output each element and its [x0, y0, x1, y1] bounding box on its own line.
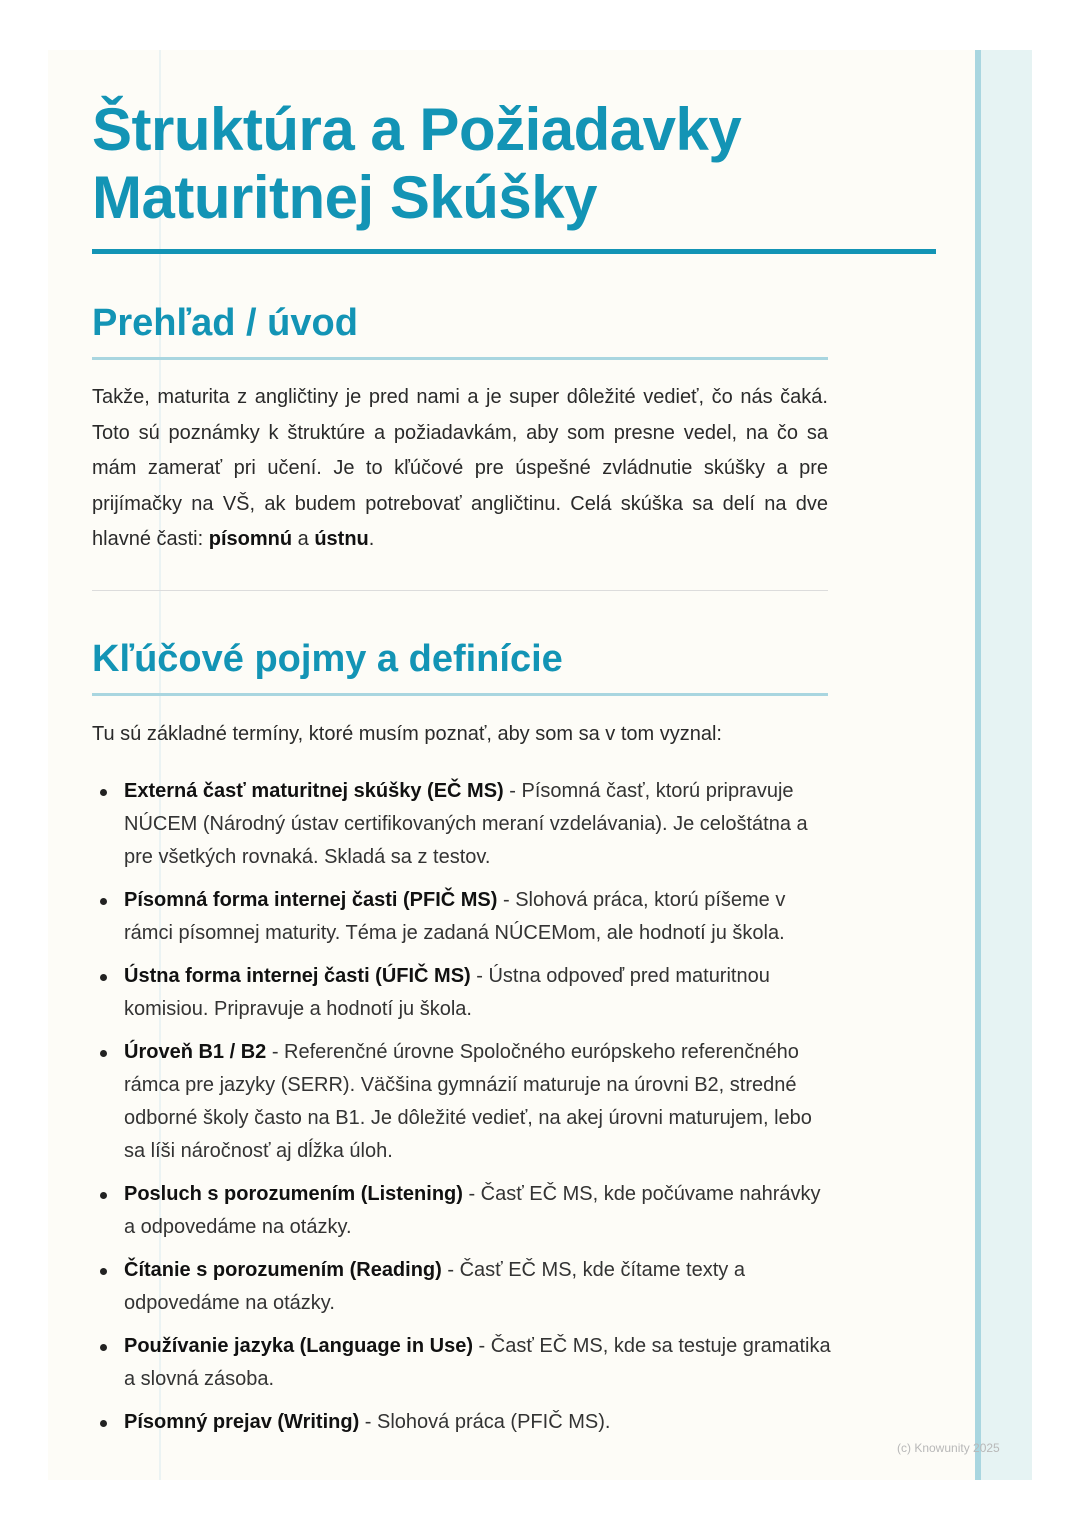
- key-terms-intro: Tu sú základné termíny, ktoré musím poznať, aby som sa v tom vyznal:: [92, 723, 722, 745]
- overview-text: Takže, maturita z angličtiny je pred nami a je super dôležité vedieť, čo nás čaká. Toto sú poznámky k štruktúre a požiadavkám, aby som presne vedel, na čo sa mám zamerať pri učení. Je to kľúčové pre úspešné zvládnutie skúšky a pre prijímačky na VŠ, ak budem potrebovať angličtinu. Celá skúška sa delí na dve hlavné časti:: [92, 386, 828, 550]
- definition-term: Písomný prejav (Writing): [124, 1411, 360, 1433]
- list-item: [92, 1254, 832, 1320]
- definition-term: Čítanie s porozumením (Reading): [124, 1259, 442, 1281]
- list-item: [92, 775, 832, 874]
- overview-text-and: a: [292, 528, 315, 550]
- bullet-icon: [100, 1050, 107, 1057]
- overview-paragraph: [92, 380, 828, 558]
- definition-term: Posluch s porozumením (Listening): [124, 1183, 463, 1205]
- definition-term: Ústna forma internej časti (ÚFIČ MS): [124, 965, 471, 987]
- overview-bold-oral: ústnu: [314, 528, 369, 550]
- definition-term: Úroveň B1 / B2: [124, 1041, 267, 1063]
- definition-text: - Časť EČ MS, kde sa testuje gramatika a slovná zásoba.: [124, 1335, 831, 1390]
- watermark: (c) Knowunity 2025: [897, 1441, 1000, 1455]
- title-line-2: Maturitnej Skúšky: [92, 164, 597, 231]
- bullet-icon: [100, 1268, 107, 1275]
- title-underline: [92, 249, 936, 254]
- overview-heading-underline: [92, 357, 828, 360]
- definition-text: - Ústna odpoveď pred maturitnou komisiou. Pripravuje a hodnotí ju škola.: [124, 965, 770, 1020]
- bullet-icon: [100, 1420, 107, 1427]
- overview-heading: Prehľad / úvod: [92, 302, 358, 344]
- list-item: [92, 884, 832, 950]
- side-strip-line: [975, 50, 981, 1480]
- definitions-list: [92, 775, 832, 1449]
- page-title: [92, 96, 936, 232]
- definition-text: - Písomná časť, ktorú pripravuje NÚCEM (Národný ústav certifikovaných meraní vzdelávania). Je celoštátna a pre všetkých rovnaká. Skladá sa z testov.: [124, 780, 808, 868]
- overview-text-end: .: [368, 528, 375, 550]
- key-terms-heading: Kľúčové pojmy a definície: [92, 638, 563, 680]
- bullet-icon: [100, 974, 107, 981]
- definition-text: - Slohová práca, ktorú píšeme v rámci písomnej maturity. Téma je zadaná NÚCEMom, ale hodnotí ju škola.: [124, 889, 786, 944]
- title-line-1: Štruktúra a Požiadavky: [92, 96, 742, 163]
- list-item: [92, 960, 832, 1026]
- definition-text: - Referenčné úrovne Spoločného európskeho referenčného rámca pre jazyky (SERR). Väčšina gymnázií maturuje na úrovni B2, stredné odborné školy často na B1. Je dôležité vedieť, na akej úrovni maturujem, lebo sa líši náročnosť aj dĺžka úloh.: [124, 1041, 812, 1162]
- definition-term: Písomná forma internej časti (PFIČ MS): [124, 889, 498, 911]
- list-item: [92, 1406, 832, 1439]
- bullet-icon: [100, 1192, 107, 1199]
- list-item: [92, 1036, 832, 1168]
- definition-text: - Slohová práca (PFIČ MS).: [359, 1411, 611, 1433]
- definition-text: - Časť EČ MS, kde čítame texty a odpovedáme na otázky.: [124, 1259, 745, 1314]
- list-item: [92, 1330, 832, 1396]
- document-page: [48, 50, 1032, 1480]
- list-item: [92, 1178, 832, 1244]
- bullet-icon: [100, 898, 107, 905]
- bullet-icon: [100, 1344, 107, 1351]
- key-terms-heading-underline: [92, 693, 828, 696]
- section-divider: [92, 590, 828, 591]
- definition-text: - Časť EČ MS, kde počúvame nahrávky a odpovedáme na otázky.: [124, 1183, 821, 1238]
- bullet-icon: [100, 789, 107, 796]
- overview-bold-written: písomnú: [208, 528, 293, 550]
- definition-term: Používanie jazyka (Language in Use): [124, 1335, 473, 1357]
- definition-term: Externá časť maturitnej skúšky (EČ MS): [124, 780, 504, 802]
- side-strip: [976, 50, 1032, 1480]
